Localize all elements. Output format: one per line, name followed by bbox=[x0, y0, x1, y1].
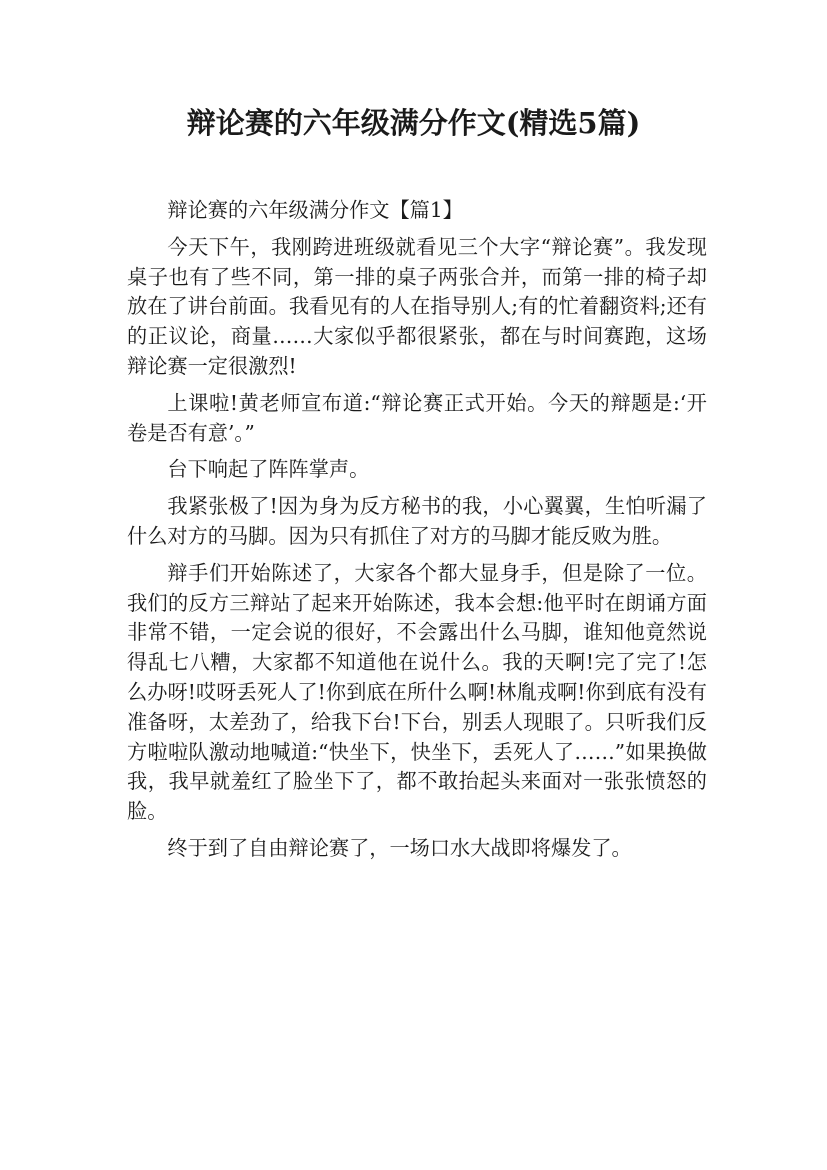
document-body bbox=[127, 196, 707, 864]
paragraph-2: 上课啦!黄老师宣布道:“辩论赛正式开始。今天的辩题是:‘开卷是否有意’。” bbox=[127, 390, 707, 445]
paragraph-1: 今天下午，我刚跨进班级就看见三个大字“辩论赛”。我发现桌子也有了些不同，第一排的桌子两张合并，而第一排的椅子却放在了讲台前面。我看见有的人在指导别人;有的忙着翻资料;还有的正议论，商量……大家似乎都很紧张，都在与时间赛跑，这场辩论赛一定很激烈! bbox=[127, 234, 707, 378]
paragraph-4: 我紧张极了!因为身为反方秘书的我，小心翼翼，生怕听漏了什么对方的马脚。因为只有抓住了对方的马脚才能反败为胜。 bbox=[127, 494, 707, 548]
document-title: 辩论赛的六年级满分作文(精选5篇) bbox=[186, 106, 641, 140]
paragraph-6: 终于到了自由辩论赛了，一场口水大战即将爆发了。 bbox=[167, 835, 632, 860]
paragraph-3: 台下响起了阵阵掌声。 bbox=[167, 457, 370, 482]
paragraph-5: 辩手们开始陈述了，大家各个都大显身手，但是除了一位。我们的反方三辩站了起来开始陈述，我本会想:他平时在朗诵方面非常不错，一定会说的很好，不会露出什么马脚，谁知他竟然说得乱七八糟，大家都不知道他在说什么。我的天啊!完了完了!怎么办呀!哎呀丢死人了!你到底在所什么啊!林胤戎啊!你到底有没有准备呀，太差劲了，给我下台!下台，别丢人现眼了。只听我们反方啦啦队激动地喊道:“快坐下，快坐下，丢死人了……”如果换做我，我早就羞红了脸坐下了，都不敢抬起头来面对一张张愤怒的脸。 bbox=[127, 560, 707, 824]
section-heading: 辩论赛的六年级满分作文【篇1】 bbox=[167, 198, 463, 222]
